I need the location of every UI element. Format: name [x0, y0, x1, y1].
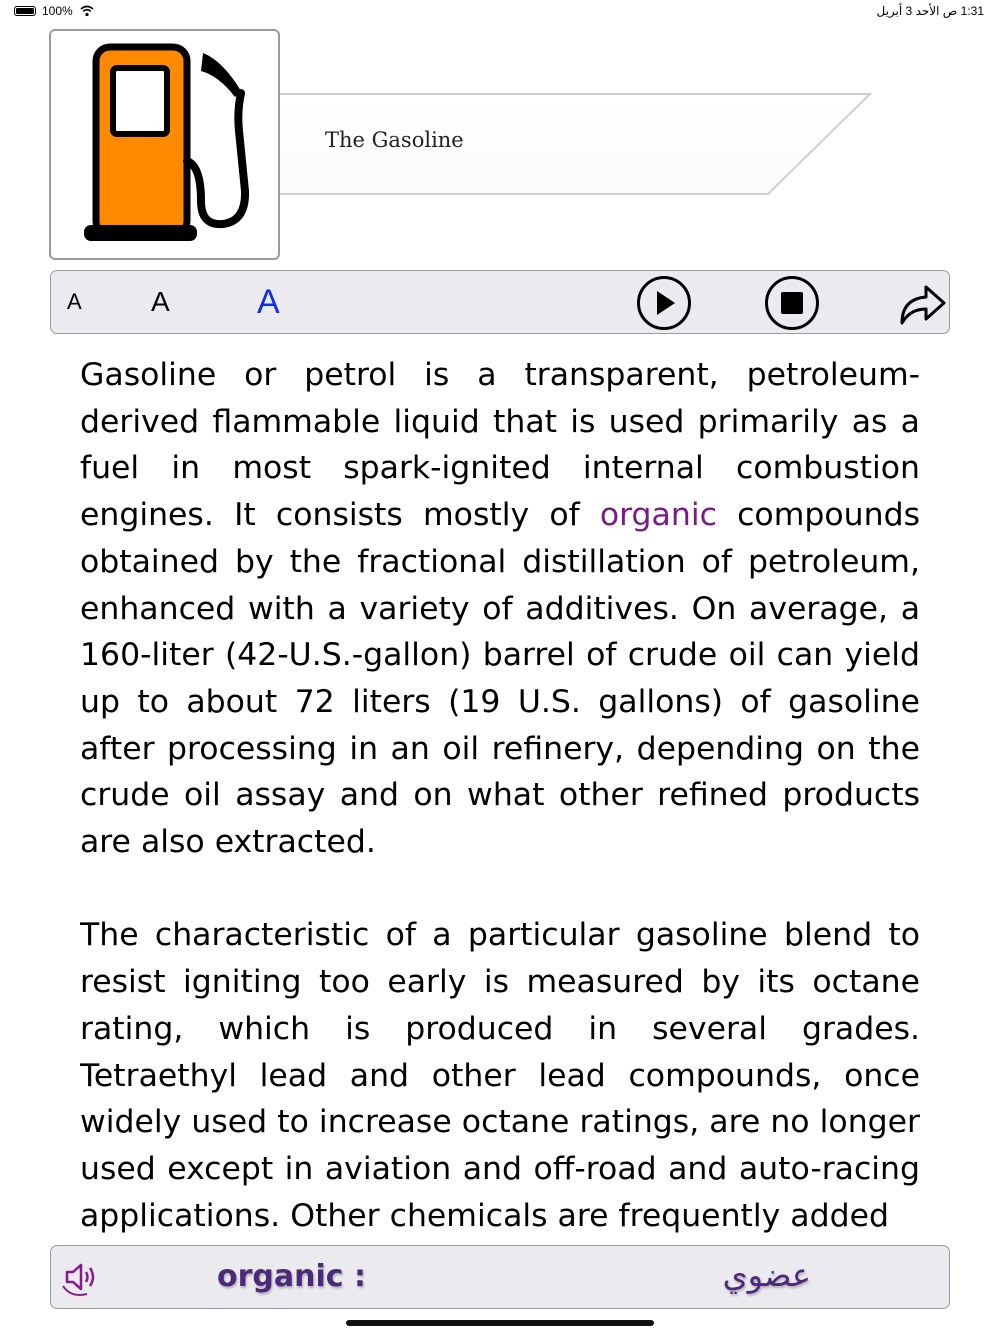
play-button[interactable]	[636, 275, 692, 331]
page-title: The Gasoline	[325, 128, 464, 152]
font-size-large-button[interactable]: A	[257, 283, 280, 321]
share-icon	[902, 287, 944, 323]
pronounce-button[interactable]	[57, 1256, 103, 1298]
speaker-icon	[63, 1265, 93, 1295]
reader-toolbar	[50, 270, 950, 334]
article-paragraph: Gasoline or petrol is a transparent, petroleum-derived flammable liquid that is used primarily as a fuel in most spark-ignited internal combustion engines. It consists mostly of organic compounds obtained by the fractional distillation of petroleum, enhanced with a variety of additives. On average, a 160-liter (42-U.S.-gallon) barrel of crude oil can yield up to about 72 liters (19 U.S. gallons) of gasoline after processing in an oil refinery, depending on the crude oil assay and on what other refined products are also extracted.	[80, 357, 920, 861]
article-body	[80, 352, 920, 1234]
font-size-medium-button[interactable]: A	[151, 286, 170, 317]
share-button[interactable]	[896, 277, 948, 329]
selected-term: organic :	[217, 1259, 366, 1294]
translation-bar	[50, 1245, 950, 1309]
status-time: 1:31 ص الأحد 3 أبريل	[876, 4, 984, 18]
status-bar	[0, 0, 1000, 24]
font-size-small-button[interactable]: A	[67, 289, 82, 314]
gas-pump-icon	[51, 31, 278, 258]
wifi-icon	[80, 5, 94, 17]
article-paragraph: The characteristic of a particular gasoline blend to resist igniting too early is measured by its octane rating, which is produced in several grades. Tetraethyl lead and other lead compounds, once widely used to increase octane ratings, are no longer used except in aviation and off-road and auto-racing applications. Other chemicals are frequently added	[80, 917, 920, 1234]
battery-percentage: 100%	[42, 4, 73, 18]
highlighted-word[interactable]: organic	[599, 497, 717, 534]
topic-image	[49, 29, 280, 260]
term-translation: عضوي	[722, 1256, 811, 1294]
battery-icon	[14, 6, 36, 16]
stop-icon	[767, 278, 818, 329]
home-indicator[interactable]	[346, 1320, 654, 1326]
stop-button[interactable]	[764, 275, 820, 331]
play-icon	[639, 278, 690, 329]
